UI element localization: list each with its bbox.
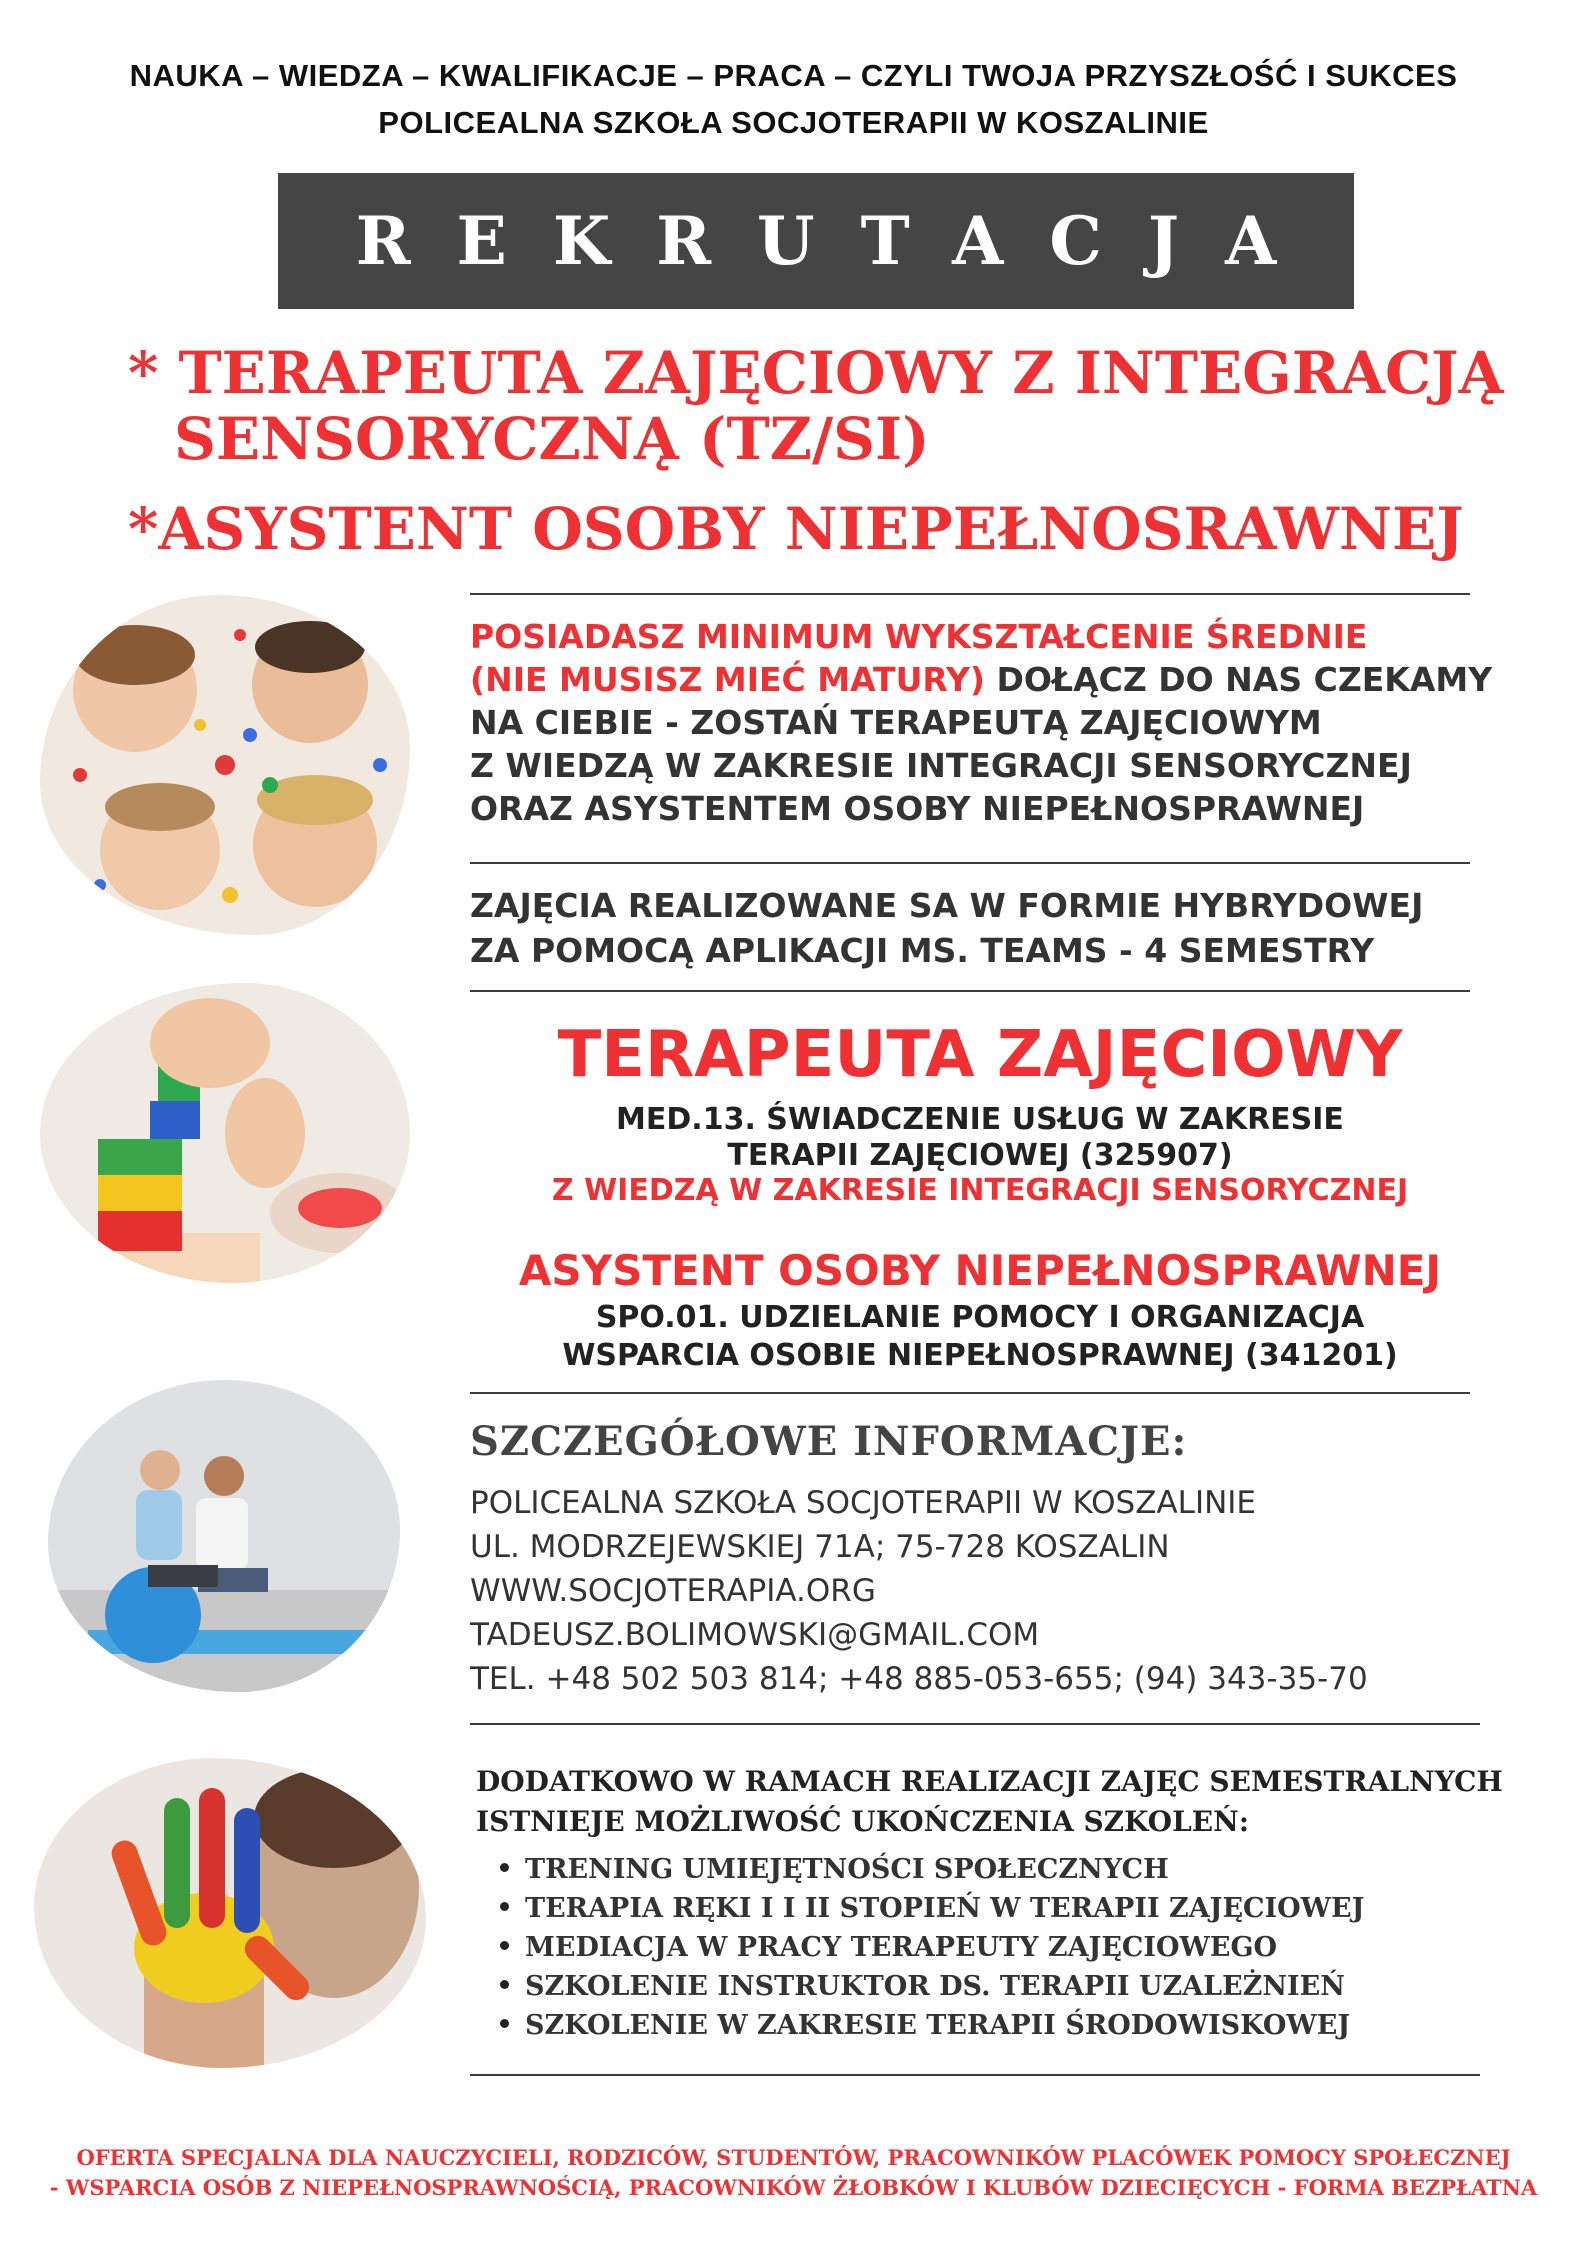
extras-course-list [500, 1850, 1510, 2045]
divider [470, 990, 1470, 992]
intro-paragraph [470, 615, 1510, 830]
banner-title: REKRUTACJA [355, 202, 1323, 280]
bullet-icon [500, 1863, 509, 1872]
info-website-link[interactable]: WWW.SOCJOTERAPIA.ORG [470, 1573, 876, 1609]
list-item [500, 2006, 1510, 2045]
intro-red-line-1: POSIADASZ MINIMUM WYKSZTAŁCENIE ŚREDNIE [470, 617, 1368, 656]
bullet-icon [500, 1941, 509, 1950]
building-blocks-photo [40, 983, 410, 1283]
info-phone: TEL. +48 502 503 814; +48 885-053-655; (94) 343-35-70 [470, 1661, 1368, 1697]
intro-red-line-2: (NIE MUSISZ MIEĆ MATURY) [470, 660, 985, 699]
course-label: TRENING UMIEJĘTNOŚCI SPOŁECZNYCH [525, 1854, 1169, 1885]
info-email-link[interactable]: TADEUSZ.BOLIMOWSKI@GMAIL.COM [470, 1617, 1040, 1653]
course-label: SZKOLENIE W ZAKRESIE TERAPII ŚRODOWISKOWEJ [525, 2010, 1351, 2041]
header-school-name: POLICEALNA SZKOŁA SOCJOTERAPII W KOSZALINIE [378, 105, 1209, 140]
list-item [500, 1850, 1510, 1889]
footer-offer-line-1: OFERTA SPECJALNA DLA NAUCZYCIELI, RODZICÓW, STUDENTÓW, PRACOWNIKÓW PLACÓWEK POMOCY SPOŁECZNEJ [76, 2145, 1511, 2170]
footer-offer-line-2: - WSPARCIA OSÓB Z NIEPEŁNOSPRAWNOŚCIĄ, PRACOWNIKÓW ŻŁOBKÓW I KLUBÓW DZIECIĘCYCH - FORMA BEZPŁATNA [49, 2175, 1538, 2200]
format-line-1: ZAJĘCIA REALIZOWANE SA W FORMIE HYBRYDOWEJ [470, 886, 1424, 925]
course-label: TERAPIA RĘKI I I II STOPIEŃ W TERAPII ZAJĘCIOWEJ [525, 1893, 1365, 1924]
info-address: UL. MODRZEJEWSKIEJ 71A; 75-728 KOSZALIN [470, 1529, 1170, 1565]
intro-line-3: NA CIEBIE - ZOSTAŃ TERAPEUTĄ ZAJĘCIOWYM [470, 703, 1322, 742]
profession-1-qualification-line-1: MED.13. ŚWIADCZENIE USŁUG W ZAKRESIE [616, 1102, 1344, 1137]
course-label: SZKOLENIE INSTRUKTOR DS. TERAPII UZALEŻNIEŃ [525, 1971, 1345, 2002]
list-item [500, 1928, 1510, 1967]
list-item [500, 1889, 1510, 1928]
divider [470, 1723, 1480, 1725]
bullet-icon [500, 1980, 509, 1989]
profession-2-title: ASYSTENT OSOBY NIEPEŁNOSPRAWNEJ [518, 1246, 1442, 1295]
extras-intro [476, 1762, 1536, 1842]
divider [470, 2074, 1480, 2076]
intro-line-2-rest: DOŁĄCZ DO NAS CZEKAMY [984, 660, 1493, 699]
therapy-session-photo [48, 1380, 400, 1692]
profession-1-title: TERAPEUTA ZAJĘCIOWY [557, 1018, 1403, 1092]
children-photo [40, 595, 410, 935]
profession-1-extra: Z WIEDZĄ W ZAKRESIE INTEGRACJI SENSORYCZNEJ [551, 1173, 1409, 1208]
profession-2-qualification-line-1: SPO.01. UDZIELANIE POMOCY I ORGANIZACJA [595, 1300, 1365, 1335]
intro-line-4: Z WIEDZĄ W ZAKRESIE INTEGRACJI SENSORYCZNEJ [470, 746, 1412, 785]
extras-intro-line-2: ISTNIEJE MOŻLIWOŚĆ UKOŃCZENIA SZKOLEŃ: [476, 1805, 1250, 1838]
intro-line-5: ORAZ ASYSTENTEM OSOBY NIEPEŁNOSPRAWNEJ [470, 789, 1365, 828]
profession-1-qualification-line-2: TERAPII ZAJĘCIOWEJ (325907) [727, 1138, 1233, 1173]
divider [470, 1392, 1470, 1394]
format-paragraph [470, 883, 1510, 973]
bullet-icon [500, 1902, 509, 1911]
info-title: SZCZEGÓŁOWE INFORMACJE: [470, 1418, 1188, 1465]
profession-2-qualification-line-2: WSPARCIA OSOBIE NIEPEŁNOSPRAWNEJ (341201) [562, 1338, 1398, 1373]
course-label: MEDIACJA W PRACY TERAPEUTY ZAJĘCIOWEGO [525, 1932, 1278, 1963]
bullet-icon [500, 2019, 509, 2028]
extras-intro-line-1: DODATKOWO W RAMACH REALIZACJI ZAJĘC SEMESTRALNYCH [476, 1765, 1503, 1798]
contact-details [470, 1481, 1520, 1701]
headline-item-2: *ASYSTENT OSOBY NIEPEŁNOSRAWNEJ [128, 495, 1464, 563]
info-school: POLICEALNA SZKOŁA SOCJOTERAPII W KOSZALINIE [470, 1485, 1257, 1521]
list-item [500, 1967, 1510, 2006]
recruitment-banner [278, 173, 1354, 309]
header-slogan: NAUKA – WIEDZA – KWALIFIKACJE – PRACA – CZYLI TWOJA PRZYSZŁOŚĆ I SUKCES [129, 58, 1458, 93]
painted-hand-photo [34, 1758, 426, 2068]
format-line-2: ZA POMOCĄ APLIKACJI MS. TEAMS - 4 SEMESTRY [470, 931, 1375, 970]
divider [470, 593, 1470, 595]
headline-item-1-line-1: * TERAPEUTA ZAJĘCIOWY Z INTEGRACJĄ [128, 339, 1504, 407]
headline-item-1-line-2: SENSORYCZNĄ (TZ/SI) [174, 405, 930, 473]
divider [470, 862, 1470, 864]
